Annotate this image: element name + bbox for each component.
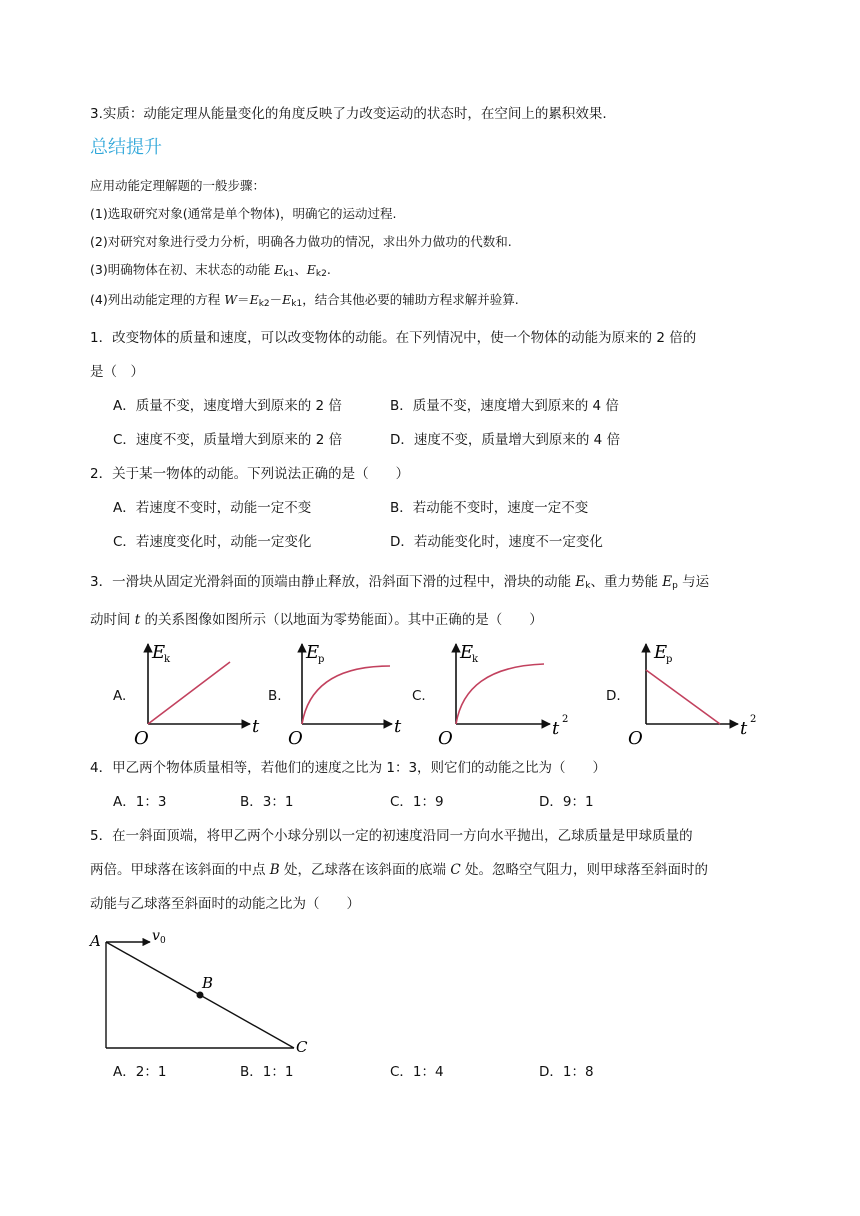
q2-option-a: A．若速度不变时，动能一定不变 [113, 500, 312, 516]
q3-c-origin: O [438, 728, 453, 749]
q2-option-c: C．若速度变化时，动能一定变化 [113, 534, 312, 550]
step4-post: ，结合其他必要的辅助方程求解并验算. [302, 292, 519, 307]
q3-graph-c-label: C. [412, 688, 426, 704]
q3-c-xaxis-sup: 2 [562, 714, 569, 725]
q3-d-origin: O [628, 728, 643, 749]
step3-text: (3)明确物体在初、末状态的动能 [90, 262, 275, 277]
q4-option-b: B．3：1 [240, 794, 294, 810]
q2-stem: 2．关于某一物体的动能。下列说法正确的是（ ） [90, 466, 410, 482]
q3-b-curve [302, 666, 390, 724]
q3-stem2-b: 的关系图像如图所示（以地面为零势能面）。其中正确的是（ ） [140, 612, 543, 628]
q5-incline-figure [88, 922, 328, 1056]
point-a-label: A [90, 932, 101, 950]
q2-option-d: D．若动能变化时，速度不一定变化 [390, 534, 603, 550]
step4-minus: － [269, 292, 283, 307]
step4-s1: k2 [258, 299, 270, 309]
point-b-dot [197, 992, 204, 999]
step3-sub2: k2 [315, 269, 327, 279]
summary-step-1: (1)选取研究对象(通常是单个物体)，明确它的运动过程. [90, 206, 397, 221]
q1-option-a: A．质量不变，速度增大到原来的 2 倍 [113, 398, 342, 414]
q3-stem2-a: 动时间 [90, 612, 135, 628]
q3-graph-a-label: A. [113, 688, 127, 704]
q4-option-c: C．1：9 [390, 794, 444, 810]
summary-step-3 [90, 260, 331, 284]
step4-e2: E [282, 292, 292, 307]
q3-b-xaxis: t [394, 716, 402, 737]
q1-option-b: B．质量不变，速度增大到原来的 4 倍 [390, 398, 619, 414]
q3-d-curve [646, 670, 720, 724]
point-c-label: C [296, 1038, 308, 1056]
q5-stem2-d: C [450, 862, 461, 878]
q3-b-origin: O [288, 728, 303, 749]
q3-stem1-b: 、重力势能 [590, 574, 663, 590]
summary-step-4 [90, 290, 519, 314]
q3-stem-line2 [90, 610, 543, 630]
step4-e1: E [249, 292, 259, 307]
q4-option-a: A．1：3 [113, 794, 167, 810]
q3-stem1-a: 3．一滑块从固定光滑斜面的顶端由静止释放，沿斜面下滑的过程中，滑块的动能 [90, 574, 576, 590]
q3-graph-a [130, 640, 280, 750]
step3-end: . [326, 262, 331, 277]
q5-stem2-a: 两倍。甲球落在该斜面的中点 [90, 862, 270, 878]
q3-c-yaxis-sub: k [472, 654, 479, 665]
q1-option-c: C．速度不变，质量增大到原来的 2 倍 [113, 432, 343, 448]
q3-d-xaxis: t [740, 718, 748, 739]
q3-a-yaxis-sub: k [164, 654, 171, 665]
step4-s2: k1 [291, 299, 303, 309]
q3-b-yaxis-e: E [306, 642, 320, 663]
step3-sep: 、 [294, 262, 307, 277]
q3-stem1-c: 与运 [677, 574, 710, 590]
q3-stem-line1 [90, 572, 709, 596]
q3-ek-k: k [585, 581, 591, 591]
q3-ep-p: p [672, 581, 678, 591]
q3-graph-b-label: B. [268, 688, 282, 704]
velocity-sub: 0 [160, 936, 166, 946]
velocity-label: v [152, 928, 160, 944]
q3-b-yaxis-sub: p [318, 654, 325, 665]
point-b-label: B [202, 974, 214, 992]
q3-c-yaxis-e: E [460, 642, 474, 663]
q5-option-a: A．2：1 [113, 1064, 167, 1080]
q3-d-yaxis-e: E [654, 642, 668, 663]
summary-title: 应用动能定理解题的一般步骤： [90, 178, 266, 193]
q4-stem: 4．甲乙两个物体质量相等，若他们的速度之比为 1：3，则它们的动能之比为（ ） [90, 760, 607, 776]
q5-option-c: C．1：4 [390, 1064, 444, 1080]
step3-sub1: k1 [283, 269, 295, 279]
q3-a-origin: O [134, 728, 149, 749]
section-heading-summary: 总结提升 [90, 137, 162, 158]
q1-stem-line2: 是（ ） [90, 364, 144, 380]
q1-option-d: D．速度不变，质量增大到原来的 4 倍 [390, 432, 621, 448]
q3-graph-d [626, 640, 786, 750]
q1-stem-line1: 1．改变物体的质量和速度，可以改变物体的动能。在下列情况中，使一个物体的动能为原来的 2 倍的 [90, 330, 697, 346]
q4-option-d: D．9：1 [539, 794, 594, 810]
q3-graph-b [286, 640, 416, 750]
q3-c-curve [456, 664, 544, 724]
q3-d-xaxis-sup: 2 [750, 714, 757, 725]
q5-option-d: D．1：8 [539, 1064, 594, 1080]
step4-w: W [224, 292, 238, 307]
q2-option-b: B．若动能不变时，速度一定不变 [390, 500, 589, 516]
q5-stem2-e: 处。忽略空气阻力，则甲球落至斜面时的 [460, 862, 708, 878]
step4-pre: (4)列出动能定理的方程 [90, 292, 225, 307]
q5-option-b: B．1：1 [240, 1064, 294, 1080]
q3-d-yaxis-sub: p [666, 654, 673, 665]
step3-ek2: E [306, 262, 316, 277]
q3-a-curve [148, 662, 230, 724]
step3-ek1: E [274, 262, 284, 277]
q5-stem2-b: B [269, 862, 280, 878]
summary-step-2: (2)对研究对象进行受力分析，明确各力做功的情况，求出外力做功的代数和. [90, 234, 512, 249]
intro-line-3: 3.实质：动能定理从能量变化的角度反映了力改变运动的状态时，在空间上的累积效果. [90, 106, 607, 122]
q3-graph-d-label: D. [606, 688, 621, 704]
q3-t: t [134, 612, 141, 628]
q3-ep-e: E [662, 574, 673, 590]
q3-ek-e: E [575, 574, 586, 590]
q3-graph-c [436, 640, 586, 750]
q3-a-xaxis: t [252, 716, 260, 737]
step4-eq: ＝ [237, 292, 250, 307]
q5-stem-line3: 动能与乙球落至斜面时的动能之比为（ ） [90, 896, 360, 912]
q3-a-yaxis-e: E [152, 642, 166, 663]
q3-c-xaxis: t [552, 718, 560, 739]
q5-stem-line2 [90, 860, 708, 880]
q5-stem2-c: 处，乙球落在该斜面的底端 [279, 862, 451, 878]
q5-stem-line1: 5．在一斜面顶端，将甲乙两个小球分别以一定的初速度沿同一方向水平抛出，乙球质量是甲球质量的 [90, 828, 693, 844]
